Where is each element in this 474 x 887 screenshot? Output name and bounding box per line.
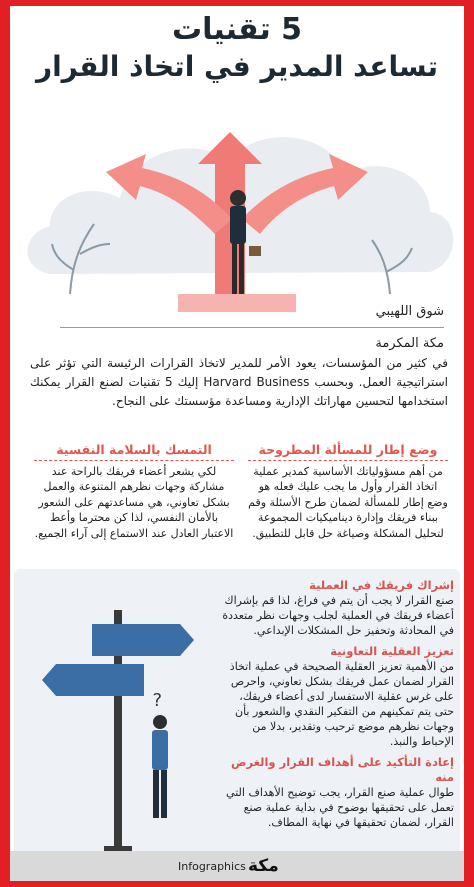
sign-arrow-left — [42, 664, 144, 696]
divider — [60, 327, 444, 328]
tip-heading: إعادة التأكيد على أهداف القرار والغرض منه — [231, 755, 454, 784]
title-line-1: 5 تقنيات — [171, 12, 303, 47]
thinking-man-figure — [152, 715, 168, 818]
infographic-card — [10, 6, 464, 881]
tip-item — [218, 578, 454, 638]
column-heading: التمسك بالسلامة النفسية — [34, 442, 234, 461]
sign-arrow-right — [92, 624, 194, 656]
intro-paragraph: في كثير من المؤسسات، يعود الأمر للمدير لاتخاذ القرارات الرئيسة التي تؤثر على استراتيجية العمل. وبحسب Harvard Business إليك 5 تقنيات لصنع القرار يمكنك استخدامها لتحسين مهاراتك الإدارية ومساعدة مؤسستك على النجاح. — [30, 356, 448, 408]
tips-list — [218, 578, 454, 836]
hero-illustration — [10, 94, 464, 316]
title-line-2: تساعد المدير في اتخاذ القرار — [35, 50, 439, 83]
tip-heading: إشراك فريقك في العملية — [309, 578, 454, 592]
column-body: لكي يشعر أعضاء فريقك بالراحة عند مشاركة وجهات نظرهم المتنوعة والعمل بشكل تعاوني، هي مساعدتهم على الشعور بالأمان النفسي، لذا كن محترما وأعط الاعتبار العادل عند الاستماع إلى آراء الجميع. — [34, 464, 234, 540]
tip-body: صنع القرار لا يجب أن يتم في فراغ، لذا قم بإشراك أعضاء فريقك في العملية لجلب وجهات نظر متعددة في المحادثة وتحفيز حل المشكلات الإبداعي. — [222, 594, 454, 637]
column-framing — [248, 442, 448, 541]
makkah-logo: مكة — [248, 856, 279, 876]
question-mark-icon: ? — [152, 690, 162, 711]
footer-bar — [10, 851, 464, 881]
tip-body: من الأهمية تعزيز العقلية الصحيحة في عملية اتخاذ القرار لضمان عمل فريقك بشكل تعاوني، واحرص على غرس عقلية الاستفسار لدى أعضاء فريقك، حتى يتم تمكينهم من التفكير النقدي والشعور بأن وجهات نظرهم موضع ترحيب وتقدير، بدلا من الإحباط والنبذ. — [229, 660, 454, 748]
column-body: من أهم مسؤولياتك الأساسية كمدير عملية اتخاذ القرار وأول ما يجب عليك فعله هو وضع إطار للمسألة لضمان طرح الأسئلة وقم ببناء فريقك وإدارة ديناميكيات المجموعة لتحليل المشكلة وصياغة حل قابل للتطبيق. — [248, 464, 448, 540]
tip-item — [218, 644, 454, 749]
column-psychological-safety — [34, 442, 234, 541]
signpost-illustration — [32, 610, 202, 860]
tip-heading: تعزيز العقلية التعاونية — [330, 644, 454, 658]
location: مكة المكرمة — [375, 336, 444, 351]
footer-label: Infographics — [178, 860, 246, 873]
floor-path — [178, 294, 296, 312]
author-name: شوق اللهيبي — [375, 304, 444, 319]
tip-item — [218, 755, 454, 830]
column-heading: وضع إطار للمسألة المطروحة — [248, 442, 448, 461]
tip-body: طوال عملية صنع القرار، يجب توضيح الأهداف التي تعمل على تحقيقها بوضوح في بداية عملية صنع القرار، لضمان تحقيقها في نهاية المطاف. — [226, 786, 454, 829]
